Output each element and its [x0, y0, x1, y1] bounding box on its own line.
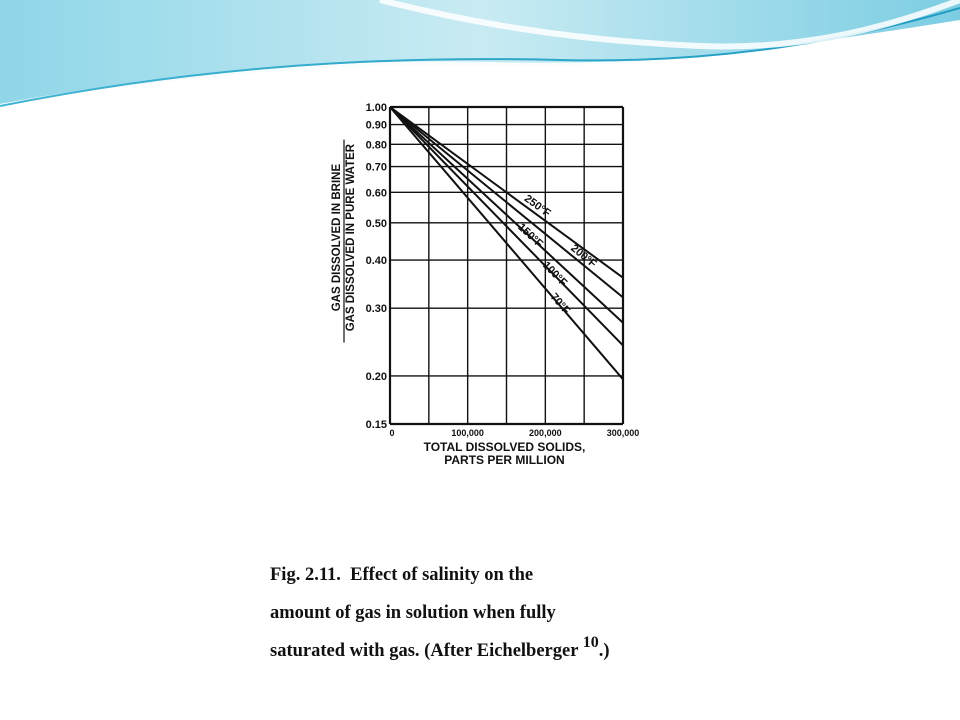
y-axis-label: GAS DISSOLVED IN BRINE: [331, 163, 343, 312]
x-axis-label: PARTS PER MILLION: [444, 453, 565, 467]
series-label: 70°F: [547, 291, 573, 317]
x-tick-label: 200,000: [529, 428, 562, 438]
x-axis-label: TOTAL DISSOLVED SOLIDS,: [423, 440, 586, 454]
y-tick-label: 0.90: [365, 119, 387, 132]
y-tick-label: 0.60: [365, 187, 387, 200]
y-tick-label: 0.80: [365, 139, 387, 152]
series-label: 150°F: [515, 221, 546, 251]
caption-line-1: [270, 556, 790, 594]
y-tick-label: 1.00: [365, 102, 387, 114]
x-tick-label: 300,000: [606, 428, 640, 438]
y-tick-label: 0.20: [365, 370, 387, 383]
y-tick-label: 0.50: [365, 217, 387, 230]
salinity-chart: [320, 90, 660, 480]
x-tick-label: 0: [389, 428, 395, 438]
series-label: 100°F: [540, 259, 570, 290]
caption-line-3-end: .): [598, 641, 610, 661]
series-label: 200°F: [568, 242, 599, 271]
caption-line-2: amount of gas in solution when fully: [270, 603, 556, 623]
series-label: 250°F: [521, 192, 553, 220]
caption-line-3-main: saturated with gas. (After Eichelberger: [270, 641, 579, 661]
y-tick-label: 0.70: [365, 161, 387, 174]
y-axis-label: GAS DISSOLVED IN PURE WATER: [345, 143, 357, 332]
y-tick-label: 0.40: [365, 255, 387, 268]
caption-fig-label: Fig. 2.11.: [270, 565, 341, 585]
caption-line-1-text: Effect of salinity on the: [350, 565, 534, 585]
caption-reference-number: 10: [582, 634, 599, 651]
y-tick-label: 0.30: [365, 303, 387, 316]
y-tick-label: 0.15: [365, 419, 387, 431]
figure-caption: [270, 556, 790, 671]
caption-line-3: [270, 632, 790, 671]
x-tick-label: 100,000: [451, 428, 484, 438]
